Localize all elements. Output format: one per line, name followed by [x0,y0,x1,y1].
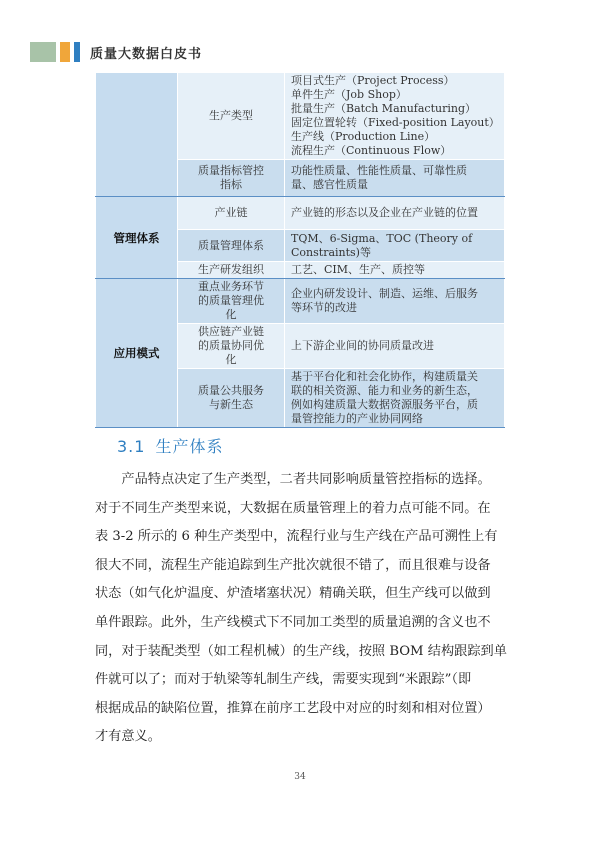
label-line: 质量公共服务 [198,384,264,397]
header-orange-block [60,42,70,62]
production-type-item: 项目式生产（Project Process） [291,74,455,87]
page-number: 34 [294,772,306,782]
label-line: 与新生态 [209,398,253,411]
body-line: 单件跟踪。此外，生产线模式下不同加工类型的质量追溯的含义也不 [95,614,491,630]
table-row [96,73,505,160]
desc-line: 等环节的改进 [291,301,357,314]
desc-quality-system [285,230,505,262]
label-quality-indicators [178,160,285,197]
header-blue-block [74,42,80,62]
body-line: 对于不同生产类型来说，大数据在质量管理上的着力点可能不同。在 [95,500,491,516]
desc-rd-organization: 工艺、CIM、生产、质控等 [285,262,505,279]
desc-line: 量管控能力的产业协同网络 [291,412,423,425]
category-application: 应用模式 [96,279,178,428]
desc-production-types [285,73,505,160]
production-type-item: 流程生产（Continuous Flow） [291,144,452,157]
body-line: 表 3-2 所示的 6 种生产类型中，流程行业与生产线在产品可溯性上有 [95,529,498,545]
desc-line: 基于平台化和社会化协作，构建质量关 [291,370,478,383]
desc-line: 企业内研发设计、制造、运维、后服务 [291,287,478,300]
desc-quality-indicators [285,160,505,197]
label-line: 化 [225,308,237,321]
production-type-item: 生产线（Production Line） [291,130,436,143]
category-cell-blank [96,73,178,197]
label-supply-chain [178,324,285,369]
body-paragraph [95,466,530,752]
label-key-business [178,279,285,324]
section-heading [117,434,233,457]
desc-public-service [285,369,505,428]
label-line: 重点业务环节 [198,280,264,293]
category-management: 管理体系 [96,197,178,279]
label-rd-organization: 生产研发组织 [178,262,285,279]
production-type-item: 单件生产（Job Shop） [291,88,407,101]
desc-key-business [285,279,505,324]
desc-line: 联的相关资源、能力和业务的新生态， [291,384,478,397]
table-row [96,197,505,230]
label-line: 化 [225,353,237,366]
header-title: 质量大数据白皮书 [90,46,203,62]
label-quality-system: 质量管理体系 [178,230,285,262]
table-row [96,279,505,324]
production-type-item: 批量生产（Batch Manufacturing） [291,102,476,115]
body-line: 产品特点决定了生产类型，二者共同影响质量管控指标的选择。 [121,472,491,487]
body-line: 件就可以了；而对于轨梁等轧制生产线，需要实现到“米跟踪”（即 [95,672,472,688]
section-number: 3.1 [117,437,146,456]
label-industry-chain: 产业链 [178,197,285,230]
production-type-item: 固定位置轮转（Fixed-position Layout） [291,116,500,129]
label-line: 质量指标管控 [198,164,264,177]
label-line: 的质量协同优 [198,339,264,352]
label-line: 的质量管理优 [198,294,264,307]
label-production-types: 生产类型 [178,73,285,160]
label-line: 指标 [220,178,242,191]
desc-line: 量、感官性质量 [291,178,368,191]
body-line: 很大不同，流程生产能追踪到生产批次就很不错了，而且很难与设备 [95,557,491,573]
label-public-service [178,369,285,428]
header-green-block [30,42,56,62]
body-line: 根据成品的缺陷位置，推算在前序工艺段中对应的时刻和相对位置） [95,700,491,716]
desc-line: 例如构建质量大数据资源服务平台，质 [291,398,478,411]
label-line: 供应链产业链 [198,325,264,338]
desc-industry-chain: 产业链的形态以及企业在产业链的位置 [285,197,505,230]
desc-line: Constraints)等 [291,245,371,259]
desc-line: 功能性质量、性能性质量、可靠性质 [291,164,467,177]
desc-supply-chain: 上下游企业间的协同质量改进 [285,324,505,369]
desc-line: TQM、6-Sigma、TOC (Theory of [291,231,473,245]
page-header [30,42,202,62]
body-line: 同，对于装配类型（如工程机械）的生产线，按照 BOM 结构跟踪到单 [95,643,507,659]
framework-table [95,72,505,428]
section-title: 生产体系 [155,437,224,456]
body-line: 才有意义。 [95,729,161,745]
body-line: 状态（如气化炉温度、炉渣堵塞状况）精确关联，但生产线可以做到 [95,586,491,602]
